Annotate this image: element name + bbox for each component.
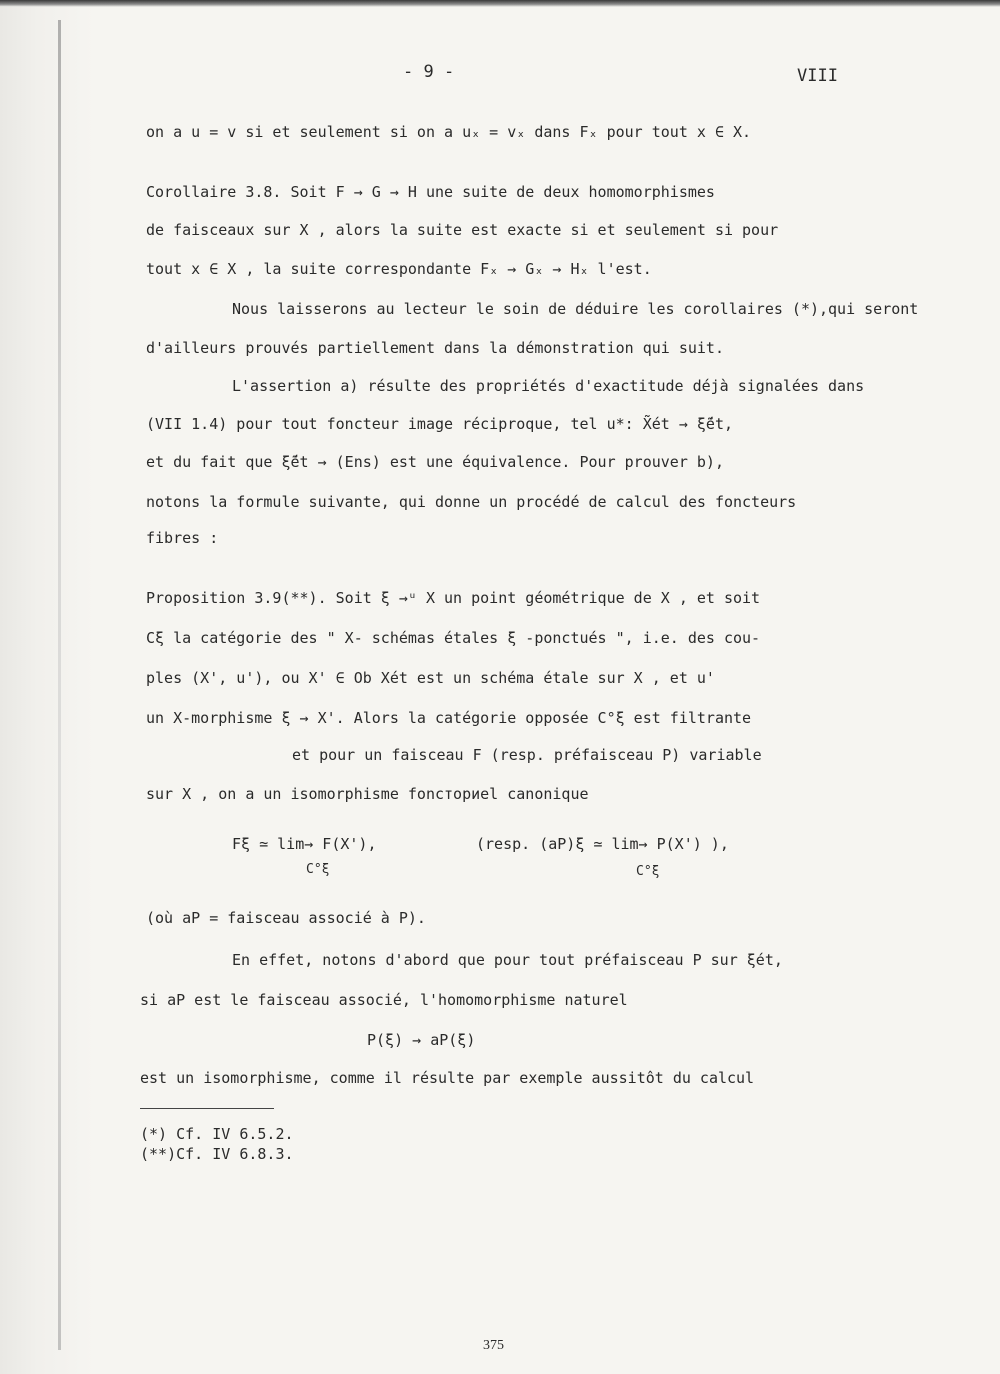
footnote-1: (*) Cf. IV 6.5.2.	[140, 1125, 294, 1143]
text-line-7: L'assertion a) résulte des propriétés d'exactitude déjà signalées dans	[232, 377, 865, 395]
text-line-9: et du fait que ξ̃ét → (Ens) est une équivalence. Pour prouver b),	[146, 453, 724, 471]
formula-right: (resp. (aP)ξ ≃ lim→ P(X') ),	[476, 835, 729, 853]
formula-left-index: C°ξ	[306, 862, 330, 877]
formula-middle: P(ξ) → aP(ξ)	[367, 1031, 476, 1049]
scan-edge	[0, 0, 1000, 7]
text-line-5: Nous laisserons au lecteur le soin de déduire les corollaires (*),qui seront	[232, 300, 919, 318]
footnote-rule	[140, 1108, 274, 1109]
text-line-8: (VII 1.4) pour tout foncteur image réciproque, tel u*: X̃ét → ξ̃ét,	[146, 415, 733, 433]
chapter-number: VIII	[797, 66, 838, 86]
text-line-21: est un isomorphisme, comme il résulte par exemple aussitôt du calcul	[140, 1069, 755, 1087]
proposition-3-9-line-4: un X-morphisme ξ → X'. Alors la catégorie opposée C°ξ est filtrante	[146, 709, 752, 727]
text-line-10: notons la formule suivante, qui donne un procédé de calcul des foncteurs	[146, 493, 797, 511]
folio-number: 375	[483, 1338, 504, 1353]
proposition-3-9-line-5: et pour un faisceau F (resp. préfaisceau P) variable	[292, 746, 762, 764]
proposition-3-9-line-1: Proposition 3.9(**). Soit ξ →ᵘ X un point géométrique de X , et soit	[146, 589, 761, 607]
text-line-19: En effet, notons d'abord que pour tout préfaisceau P sur ξét,	[232, 951, 783, 969]
proposition-3-9-line-2: Cξ la catégorie des " X- schémas étales ξ -ponctués ", i.e. des cou-	[146, 629, 761, 647]
formula-left: Fξ ≃ lim→ F(X'),	[232, 835, 377, 853]
footnote-2: (**)Cf. IV 6.8.3.	[140, 1145, 294, 1163]
text-line-18: (où aP = faisceau associé à P).	[146, 909, 426, 927]
proposition-3-9-line-3: ples (X', u'), ou X' ∈ Ob Xét est un schéma étale sur X , et u'	[146, 669, 715, 687]
text-line-1: on a u = v si et seulement si on a uₓ = vₓ dans Fₓ pour tout x ∈ X.	[146, 123, 752, 141]
corollary-3-8-line-3: tout x ∈ X , la suite correspondante Fₓ → Gₓ → Hₓ l'est.	[146, 260, 652, 278]
corollary-3-8-line-2: de faisceaux sur X , alors la suite est exacte si et seulement si pour	[146, 221, 779, 239]
text-line-6: d'ailleurs prouvés partiellement dans la démonstration qui suit.	[146, 339, 724, 357]
formula-right-index: C°ξ	[636, 864, 660, 879]
proposition-3-9-line-6: sur X , on a un isomorphisme foncториel canonique	[146, 785, 589, 803]
text-line-11: fibres :	[146, 529, 219, 547]
scan-shadow	[0, 0, 95, 1374]
page-number: - 9 -	[403, 62, 455, 82]
text-line-20: si aP est le faisceau associé, l'homomorphisme naturel	[140, 991, 628, 1009]
binding-mark	[58, 20, 61, 1350]
corollary-3-8-line-1: Corollaire 3.8. Soit F → G → H une suite de deux homomorphismes	[146, 183, 715, 201]
